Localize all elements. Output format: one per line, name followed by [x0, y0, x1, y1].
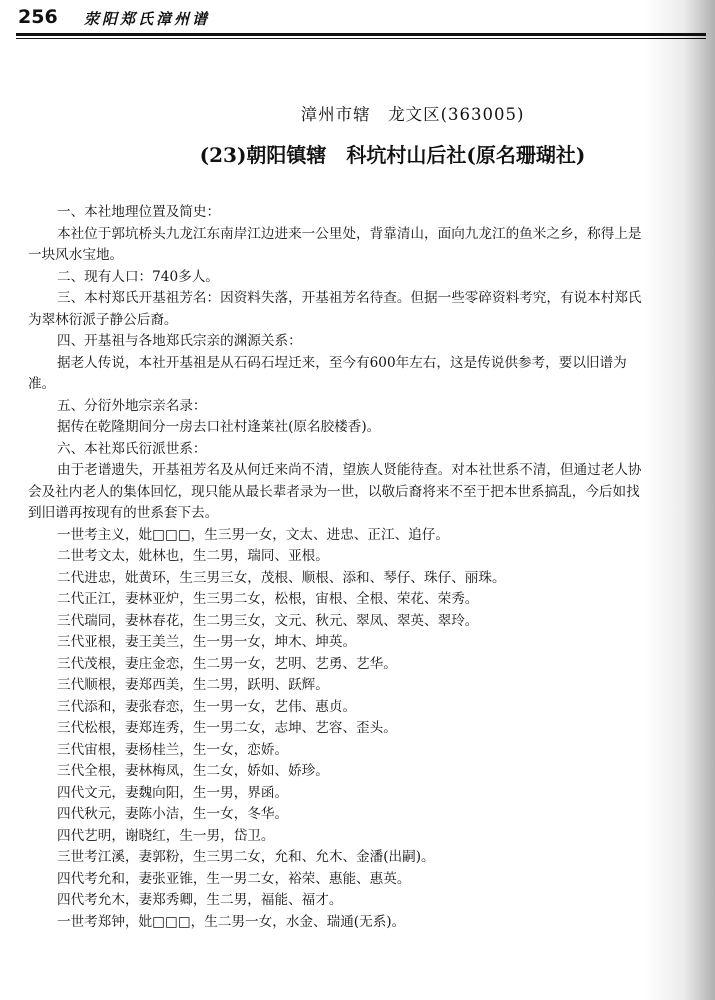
section-heading: 二、现有人口：740多人。: [57, 268, 219, 285]
lineage-entry: 二世考文太，妣林也，生二男，瑞同、亚根。: [57, 548, 329, 564]
lineage-entry: 四代秋元，妻陈小洁，生一女，冬华。: [57, 806, 289, 822]
section-heading: 一、本社地理位置及简史：: [57, 204, 221, 220]
paragraph-line: 由于老谱遗失，开基祖芳名及从何迁来尚不清，望族人贤能待查。对本社世系不清，但通过老人协: [57, 462, 642, 478]
paragraph-line: 为翠林衍派子静公后裔。: [28, 311, 178, 328]
paragraph-line: 会及社内老人的集体回忆，现只能从最长辈者录为一世，以敬后裔将来不至于把本世系搞乱，今后如找: [28, 483, 640, 500]
book-title: 荥阳郑氏漳州谱: [84, 10, 211, 28]
paragraph-line: 准。: [28, 376, 56, 392]
lineage-entry: 二代进忠，妣黄环，生三男三女，茂根、顺根、添和、琴仔、珠仔、丽珠。: [57, 569, 506, 586]
header-rule-thin: [16, 38, 706, 39]
section-heading: 五、分衍外地宗亲名录：: [57, 397, 207, 414]
page-header: [0, 0, 715, 44]
section-title: (23)朝阳镇辖 科坑村山后社(原名珊瑚社): [199, 143, 586, 167]
region-subtitle: 漳州市辖 龙文区(363005): [300, 105, 525, 124]
section-heading: 四、开基祖与各地郑氏宗亲的渊源关系：: [57, 333, 302, 349]
lineage-entry: 三代全根，妻林梅凤，生二女，娇如、娇珍。: [57, 763, 329, 779]
section-heading: 六、本社郑氏衍派世系：: [57, 440, 207, 457]
lineage-entry: 三代瑞同，妻林春花，生二男三女，文元、秋元、翠凤、翠英、翠玲。: [57, 612, 479, 629]
paragraph-line: 一块风水宝地。: [28, 247, 124, 263]
lineage-entry: 一世考主义，妣□□□，生三男一女，文太、进忠、正江、追仔。: [57, 526, 449, 543]
lineage-entry: 三代宙根，妻杨桂兰，生一女，恋娇。: [57, 741, 289, 758]
lineage-entry: 四代文元，妻魏向阳，生一男，界函。: [57, 784, 289, 801]
lineage-list: [28, 525, 693, 934]
lineage-entry: 三代添和，妻张春恋，生一男一女，艺伟、惠贞。: [57, 698, 357, 715]
paragraph-line: 到旧谱再按现有的世系套下去。: [28, 505, 219, 521]
lineage-entry: 三代顺根，妻郑西美，生二男，跃明、跃辉。: [57, 677, 329, 693]
lineage-entry: 四代艺明，谢晓红，生一男，岱卫。: [57, 827, 275, 844]
page-number: 256: [18, 6, 58, 28]
header-rule: [16, 33, 706, 36]
body-text: [28, 202, 693, 933]
paragraph-line: 本社位于郭坑桥头九龙江东南岸江边进来一公里处，背靠清山，面向九龙江的鱼米之乡，称得上是: [57, 225, 642, 242]
lineage-entry: 三世考江溪，妻郭粉，生三男二女，允和、允木、金潘(出嗣)。: [57, 849, 435, 865]
paragraph-line: 据传在乾隆期间分一房去口社村逢莱社(原名胶楼香)。: [57, 419, 381, 435]
paragraph-line: 三、本村郑氏开基祖芳名：因资料失落，开基祖芳名待查。但据一些零碎资料考究，有说本村郑氏: [57, 290, 642, 306]
lineage-entry: 四代考允木，妻郑秀卿，生二男，福能、福才。: [57, 892, 343, 908]
lineage-entry: 一世考郑钟，妣□□□，生二男一女，水金、瑞通(无系)。: [57, 913, 406, 930]
lineage-entry: 四代考允和，妻张亚锥，生一男二女，裕荣、惠能、惠英。: [57, 870, 411, 887]
lineage-entry: 三代茂根，妻庄金恋，生二男一女，艺明、艺勇、艺华。: [57, 655, 397, 672]
lineage-entry: 三代松根，妻郑连秀，生一男二女，志坤、艺容、歪头。: [57, 720, 397, 736]
lineage-entry: 三代亚根，妻王美兰，生一男一女，坤木、坤英。: [57, 634, 357, 650]
lineage-entry: 二代正江，妻林亚炉，生三男二女，松根，宙根、全根、荣花、荣秀。: [57, 591, 479, 607]
paragraph-line: 据老人传说，本社开基祖是从石码石埕迁来，至今有600年左右，这是传说供参考，要以旧谱为: [57, 354, 627, 371]
